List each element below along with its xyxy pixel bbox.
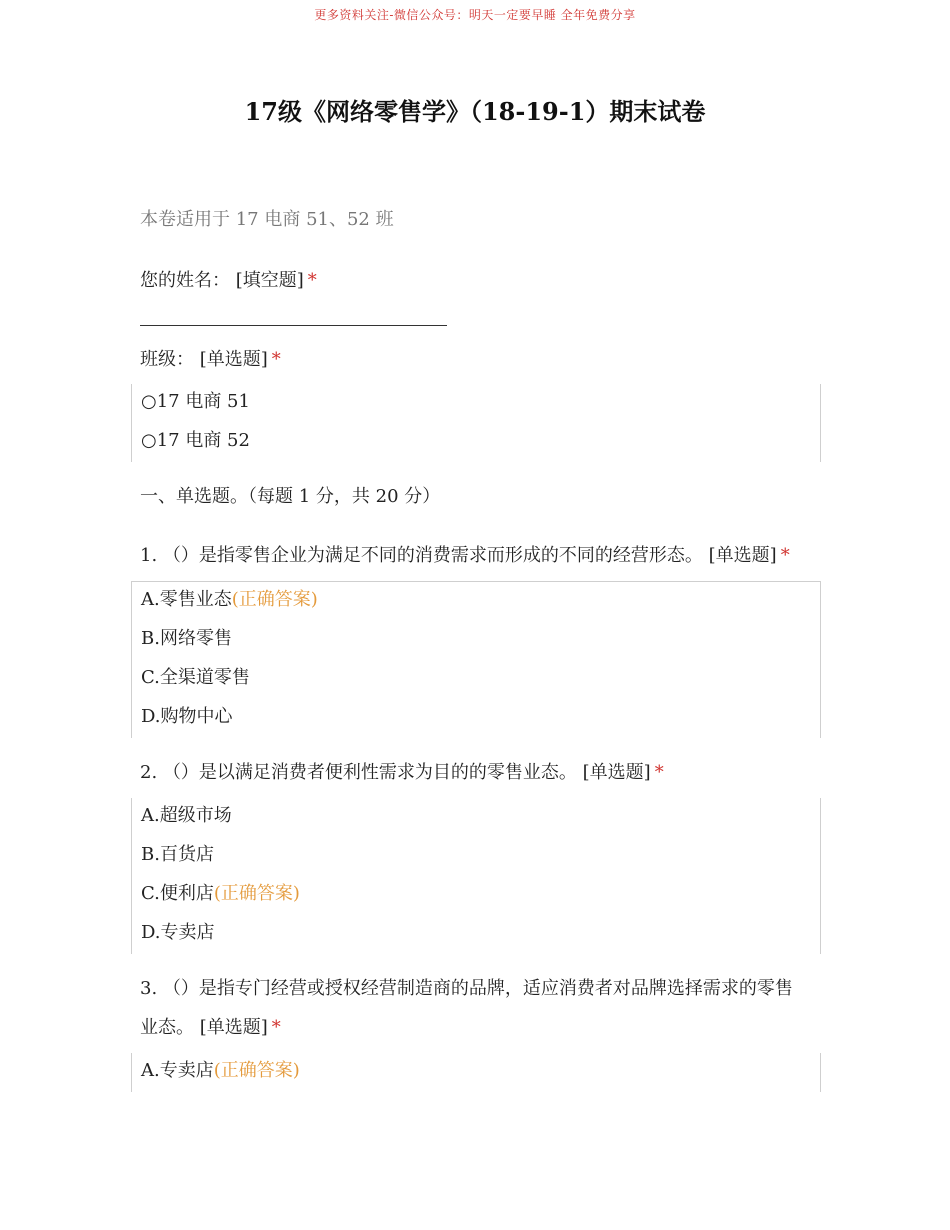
name-answer-line[interactable] [140, 325, 447, 326]
page-title: 17级《网络零售学》（18-19-1）期末试卷 [244, 97, 706, 126]
question-type: [单选题] [582, 762, 651, 783]
question-type: [单选题] [199, 349, 268, 370]
question-3 [140, 969, 820, 1047]
option-label: A.零售业态 [141, 589, 232, 610]
option-c[interactable]: C.全渠道零售 [141, 667, 250, 688]
correct-answer-tag: (正确答案) [213, 1060, 300, 1081]
class-options [131, 384, 821, 462]
question-label: 班级： [140, 349, 194, 370]
question-text: 3. （）是指专门经营或授权经营制造商的品牌，适应消费者对品牌选择需求的零售 [140, 978, 793, 999]
question-label: 您的姓名： [140, 270, 230, 291]
question-type: [单选题] [708, 545, 777, 566]
question-type: [单选题] [199, 1017, 268, 1038]
question-2 [140, 753, 820, 792]
question-type: [填空题] [235, 270, 304, 291]
question-text: 2. （）是以满足消费者便利性需求为目的的零售业态。 [140, 762, 577, 783]
option-label: C.便利店 [141, 883, 214, 904]
option-label: A.专卖店 [141, 1060, 214, 1081]
option-class-51[interactable]: ○17 电商 51 [141, 391, 250, 412]
option-b[interactable]: B.网络零售 [141, 628, 232, 649]
question-1 [140, 536, 820, 575]
option-a[interactable] [141, 1053, 820, 1092]
required-mark: * [780, 545, 790, 566]
question-text: 1. （）是指零售企业为满足不同的消费需求而形成的不同的经营形态。 [140, 545, 703, 566]
option-d[interactable]: D.专卖店 [141, 922, 215, 943]
survey-content [140, 205, 820, 1092]
option-c[interactable] [141, 876, 820, 915]
question-text-cont: 业态。 [140, 1017, 194, 1038]
required-mark: * [271, 349, 281, 370]
top-banner: 更多资料关注-微信公众号：明天一定要早睡 全年免费分享 [314, 8, 636, 22]
question-1-options [131, 581, 821, 738]
option-b[interactable]: B.百货店 [141, 844, 214, 865]
question-3-options [131, 1053, 821, 1092]
required-mark: * [654, 762, 664, 783]
question-name [140, 261, 820, 300]
required-mark: * [307, 270, 317, 291]
intro-text: 本卷适用于 17 电商 51、52 班 [140, 209, 394, 230]
question-2-options [131, 798, 821, 954]
option-a[interactable]: A.超级市场 [141, 805, 232, 826]
question-text-line2 [140, 1008, 820, 1047]
option-a[interactable] [141, 582, 820, 621]
option-d[interactable]: D.购物中心 [141, 706, 233, 727]
section-header: 一、单选题。（每题 1 分，共 20 分） [140, 486, 441, 507]
option-class-52[interactable]: ○17 电商 52 [141, 430, 250, 451]
correct-answer-tag: (正确答案) [231, 589, 318, 610]
question-class [140, 340, 820, 379]
required-mark: * [271, 1017, 281, 1038]
correct-answer-tag: (正确答案) [213, 883, 300, 904]
